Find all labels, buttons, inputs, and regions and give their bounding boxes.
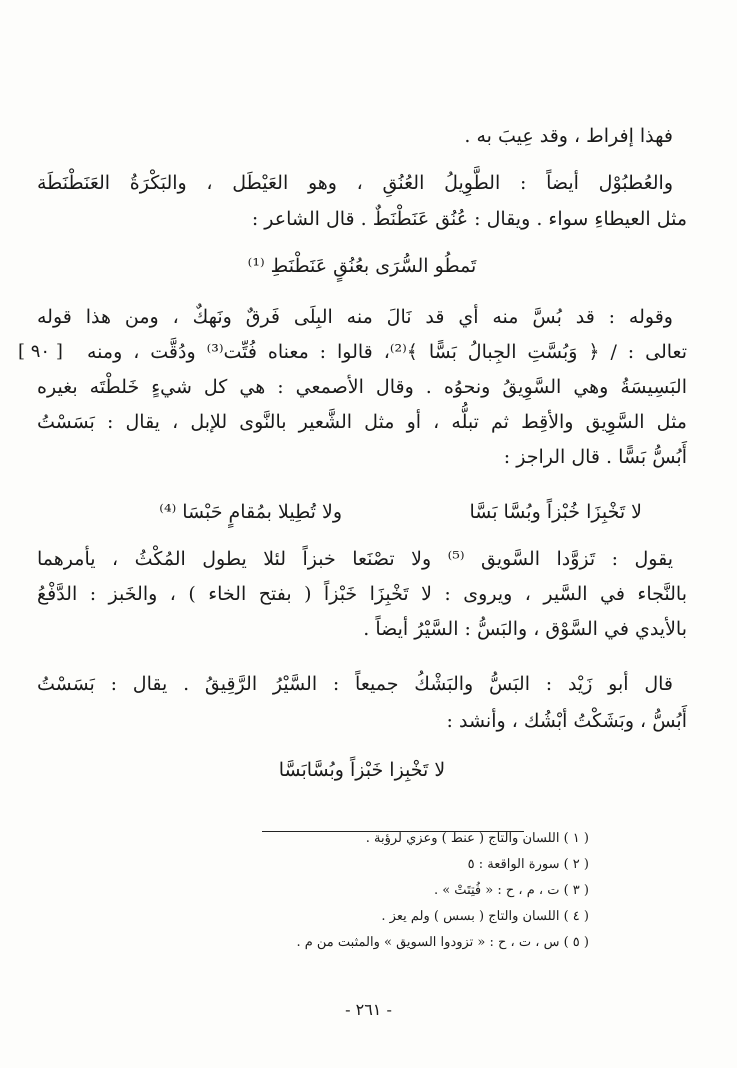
text-line: أَبُسُّ بَسًّا . قال الراجز : xyxy=(503,446,687,468)
text-line: فهذا إفراط ، وقد عِيبَ به . xyxy=(464,125,673,147)
text-line: بالنَّجاء في السَّير ، ويروى : لا تَخْبِزَا خَبْزاً ( بفتح الخاء ) ، والخَبز : الدَّفْعُ xyxy=(37,583,687,605)
footnote: ( ٣ ) ت ، م ، ح : « فُتِتَتْ » . xyxy=(433,883,589,898)
verse-hemistich-right: لا تَخْبِزَا خُبْزاً وبُسَّا بَسَّا xyxy=(469,501,642,523)
footnote: ( ٤ ) اللسان والتاج ( بسس ) ولم يعز . xyxy=(381,909,589,924)
text-line: مثل السَّوِيق والأقِط ثم تبلُّه ، أو مثل الشَّعير بالنَّوى للإبل ، يقال : بَسَسْتُ xyxy=(37,411,687,433)
verse-hemistich-left: ولا تُطِيلا بمُقامٍ حَبْسَا ⁽⁴⁾ xyxy=(159,501,342,523)
text-line: وقوله : قد بُسَّ منه أي قد نَالَ منه البِلَى فَرقٌ ونَهكٌ ، ومن هذا قوله xyxy=(37,306,673,328)
verse-line: لا تَخْبِزا خَبْزاً وبُسَّابَسَّا xyxy=(278,759,446,781)
footnote: ( ٢ ) سورة الواقعة : ٥ xyxy=(467,857,589,872)
text-line: بالأيدي في السَّوْق ، والبَسُّ : السَّيْرُ أيضاً . xyxy=(363,618,687,640)
text-line: أَبُسُّ ، وبَشَكْتُ أبْشُك ، وأنشد : xyxy=(446,710,687,732)
text-line: مثل العيطاءِ سواء . ويقال : عُنُق عَنَطْنَطٌ . قال الشاعر : xyxy=(251,208,687,230)
text-line: والعُطبُوْل أيضاً : الطَّوِيلُ العُنُقِ ، وهو العَيْطَل ، والبَكْرَةُ العَنَطْنَطَة xyxy=(37,172,673,194)
text-line: البَسِيسَةُ وهي السَّوِيقُ ونحوُه . وقال الأصمعي : هي كل شيءٍ خَلطْتَه بغيره xyxy=(37,376,687,398)
text-line: يقول : تَزوَّدا السَّويق ⁽⁵⁾ ولا تصْنَعا خبزاً لئلا يطول المُكْثُ ، يأمرهما xyxy=(37,548,673,570)
text-line: تعالى : / ﴿ وَبُسَّتِ الجِبالُ بَسًّا ﴾⁽²⁾، قالوا : معناه فُتِّت⁽³⁾ ودُقَّت ، ومنه xyxy=(87,341,687,363)
footnote: ( ١ ) اللسان والتاج ( عنط ) وعزي لرؤبة . xyxy=(365,831,589,846)
margin-page-ref: [ ٩٠ ] xyxy=(18,341,63,362)
verse-line: تَمطُو السُّرَى بعُنُقٍ عَنَطْنَطِ ⁽¹⁾ xyxy=(247,255,477,277)
text-line: قال أبو زَيْد : البَسُّ والبَشْكُ جميعاً : السَّيْرُ الرَّقِيقُ . يقال : بَسَسْتُ xyxy=(37,673,673,695)
page-number: - ٢٦١ - xyxy=(345,1000,392,1019)
footnote: ( ٥ ) س ، ت ، ح : « تزودوا السويق » والمثبت من م . xyxy=(296,935,589,950)
